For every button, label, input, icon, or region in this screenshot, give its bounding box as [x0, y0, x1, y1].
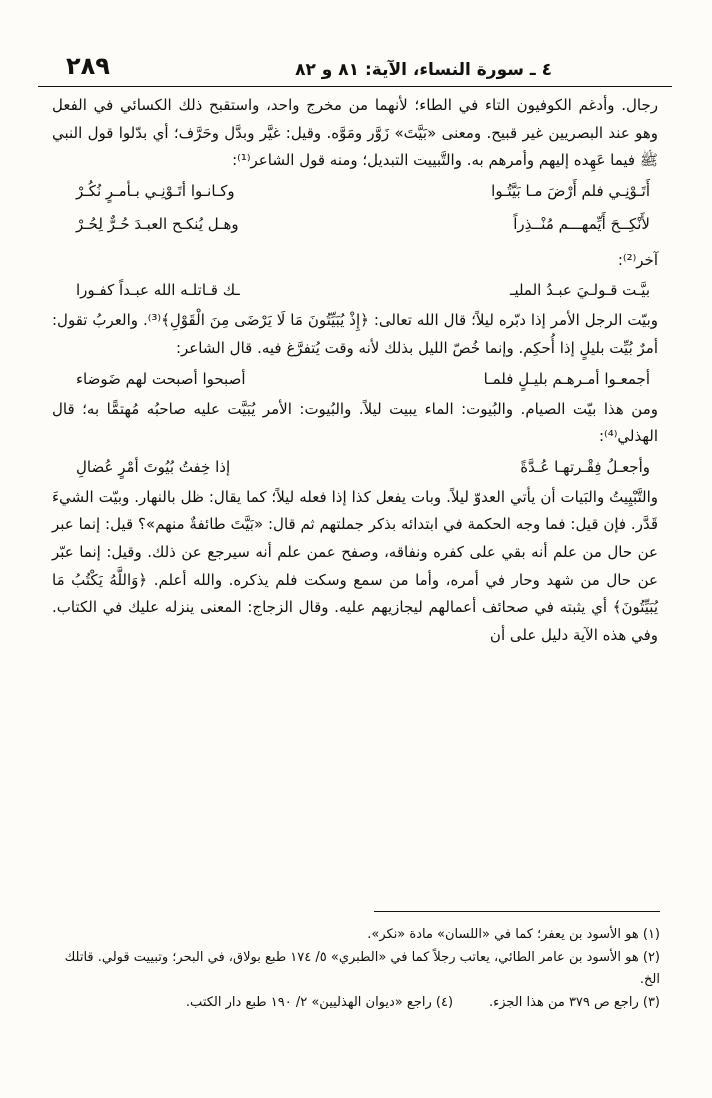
footnote: (٣) راجع ص ٣٧٩ من هذا الجزء. — [489, 994, 660, 1010]
footnote: (١) هو الأسود بن يعفر؛ كما في «اللسان» مادة «نكر». — [367, 927, 660, 942]
verse-second-hemistich: أصبحوا أصبحت لهم ضَوضاء — [76, 369, 246, 388]
verse-line — [52, 274, 658, 307]
verse-line — [52, 175, 658, 208]
paragraph: والتَّبْيِيتُ والبَيات أن يأتي العدوّ ليلاً. وبات يفعل كذا إذا فعله ليلاً؛ كما يقال: ظل بالنهار. وبيّت الشيءَ قَدَّر. فإن قيل: فما وجه الحكمة في ابتدائه بذكر جملتهم ثم قال: «بَيَّتَ طائفةٌ منهم»؟ قيل: إنما عبر عن حال من علم أنه بقي على كفره ونفاقه، وصفح عمن علم أنه سيرجع عن ذلك. وقيل: إنما عبّر عن حال من شهد وحار في أمره، وأما من سمع وسكت فلم يذكره. والله أعلم. ﴿وَاللَّهُ يَكْتُبُ مَا يُبَيِّتُونَ﴾ أي يثبته في صحائف أعمالهم ليجازيهم عليه. وقال الزجاج: المعنى ينزله عليك في الكتاب. وفي هذه الآية دليل على أن — [52, 487, 658, 644]
page-header — [38, 52, 672, 87]
verse-second-hemistich: وهـل يُنكـح العبـدَ حُـرٌّ لِحُـرْ — [76, 214, 239, 233]
verse-second-hemistich: ـك قـاتلـه الله عبـداً كفـورا — [76, 281, 240, 300]
footnotes — [46, 924, 660, 1014]
verse-first-hemistich: أَتَـوْنِـي فلم أَرْضَ مـا بَيَّتُـوا — [491, 181, 650, 200]
footnote-row — [46, 992, 660, 1015]
main-text — [52, 92, 658, 649]
verse-line — [52, 451, 658, 484]
verse-line — [52, 363, 658, 396]
verse-first-hemistich: بيَّـت قـولـيَ عبـدُ المليـ — [510, 281, 650, 300]
paragraph: ومن هذا بيّت الصيام. والبُيوت: الماء يبيت ليلاً. والبُيوت: الأمر يُبَيَّت عليه صاحبُه مُهتمًّا به؛ قال الهذلي⁽⁴⁾: — [52, 399, 658, 446]
running-head: ٤ ـ سورة النساء، الآية: ٨١ و ٨٢ — [295, 60, 552, 80]
footnote-divider — [374, 911, 660, 912]
verse-second-hemistich: وكـانـوا أتَـوْنِـي بـأمـرٍ نُكُـرْ — [76, 181, 235, 200]
page-number: ٢٨٩ — [66, 52, 110, 80]
paragraph: رجال. وأدغم الكوفيون التاء في الطاء؛ لأنهما من مخرج واحد، واستقبح ذلك الكسائي في الفعل وهو عند البصريين غير قبيح. ومعنى «بَيَّتَ» زَوَّر ومَوَّه. وقيل: غيَّر وبدَّل وحَرَّف؛ أي بدّلوا قول النبي ﷺ فيما عَهِده إليهم وأمرهم به. والتَّبييت التبديل؛ ومنه قول الشاعر⁽¹⁾: — [52, 96, 658, 170]
verse-second-hemistich: إذا خِفتُ بُيُوتَ أمْرٍ عُضالِ — [76, 457, 231, 476]
paragraph: آخر⁽²⁾: — [617, 250, 658, 269]
verse-first-hemistich: لأَنْكِــحَ أَيِّمهـــم مُنْــذِراً — [513, 214, 650, 233]
footnote: (٤) راجع «ديوان الهذليين» ٢/ ١٩٠ طبع دار الكتب. — [185, 994, 454, 1010]
paragraph: وبيّت الرجل الأمر إذا دبّره ليلاً؛ قال الله تعالى: ﴿إِذْ يُبَيِّتُونَ مَا لَا يَرْضَى مِنَ الْقَوْلِ﴾⁽³⁾. والعربُ تقول: أمرٌ بُيِّت بليلٍ إذا أُحكِم. وإنما خُصّ الليل بذلك لأنه وقت يُتفرَّغ فيه. قال الشاعر: — [52, 311, 658, 357]
verse-line — [52, 208, 658, 241]
verse-first-hemistich: أجمعـوا أمـرهـم بليـلٍ فلمـا — [483, 369, 650, 388]
verse-first-hemistich: وأجعـلُ فِقْـرتهـا عُـدَّةً — [520, 457, 650, 476]
footnote: (٢) هو الأسود بن عامر الطائي، يعاتب رجلاً كما في «الطبري» ٥/ ١٧٤ طبع بولاق، في البحر؛ وتبييت قولي. قاتلك الخ. — [64, 949, 660, 987]
